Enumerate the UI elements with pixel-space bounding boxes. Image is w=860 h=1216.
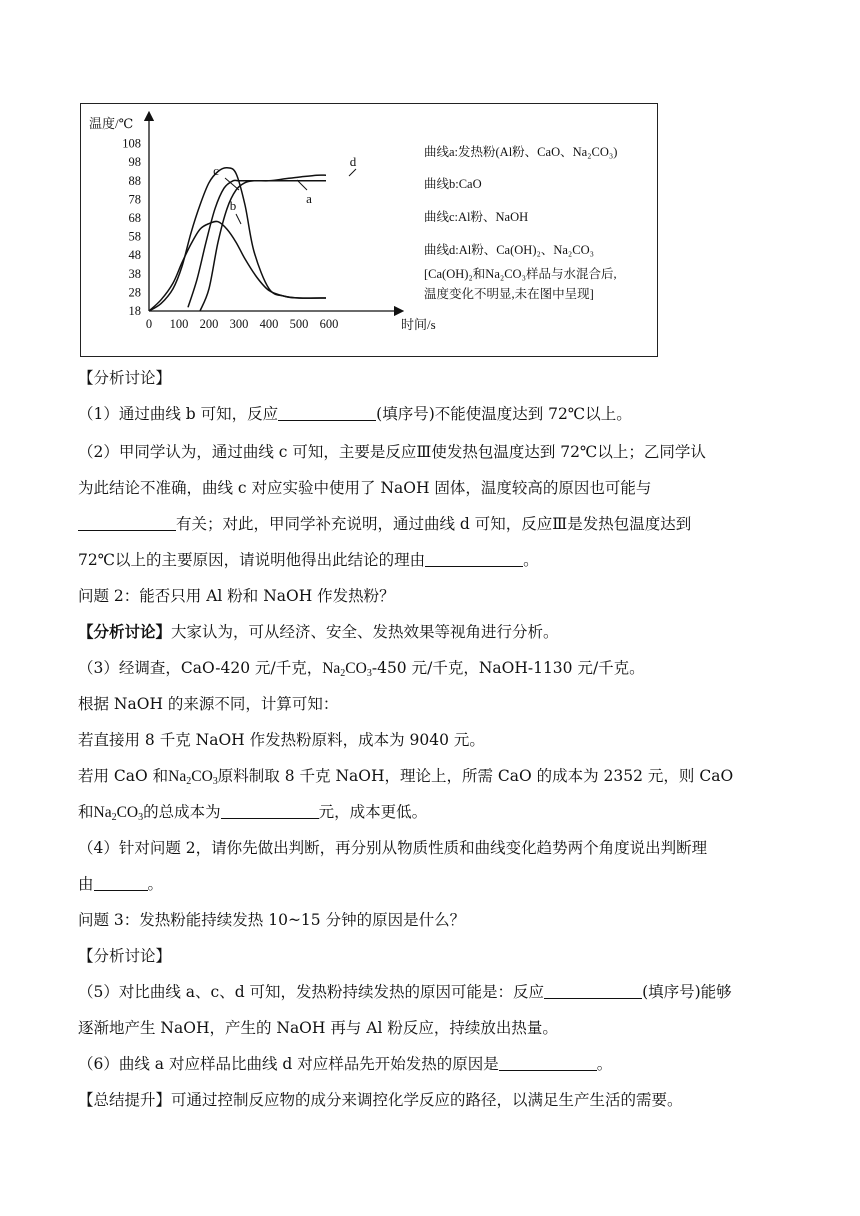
question-1 (78, 404, 632, 424)
text-span: 由 (78, 875, 94, 893)
answer-blank[interactable] (499, 1054, 597, 1071)
question-3-line3: 若直接用 8 千克 NaOH 作发热粉原料，成本为 9040 元。 (78, 731, 485, 749)
answer-blank[interactable] (94, 874, 148, 891)
question-6 (78, 1054, 612, 1074)
y-tick-label: 18 (128, 304, 141, 318)
chem-formula: $Na_2CO_3$ (168, 768, 218, 787)
chem-formula: $Na_2CO_3$ (322, 660, 372, 679)
x-tick-label: 100 (169, 317, 189, 331)
text-span: （5）对比曲线 a、c、d 可知，发热粉持续发热的原因可能是：反应 (78, 983, 545, 1001)
question-2-line2: 为此结论不准确，曲线 c 对应实验中使用了 NaOH 固体，温度较高的原因也可能与 (78, 479, 652, 497)
answer-blank[interactable] (544, 982, 642, 999)
text-span: -450 元/千克，NaOH-1130 元/千克。 (371, 659, 645, 677)
section-heading: 【分析讨论】 (78, 622, 172, 641)
y-tick-label: 88 (128, 173, 141, 188)
y-tick-label: 78 (128, 192, 141, 207)
y-axis-label: 温度/℃ (89, 116, 134, 131)
section-heading: 【分析讨论】 (78, 369, 172, 387)
x-tick-label: 600 (319, 317, 339, 331)
curve-label-leader (236, 214, 241, 224)
question-3-line4 (78, 766, 733, 787)
question-3-line5 (78, 802, 427, 823)
text-span: 的总成本为 (143, 803, 221, 821)
question-5-line2: 逐渐地产生 NaOH，产生的 NaOH 再与 Al 粉反应，持续放出热量。 (78, 1019, 558, 1037)
y-tick-label: 28 (128, 285, 141, 300)
text-span: 可通过控制反应物的成分来调控化学反应的路径，以满足生产生活的需要。 (171, 1091, 683, 1109)
text-span: 和 (78, 803, 94, 821)
question-4-line1: （4）针对问题 2，请你先做出判断，再分别从物质性质和曲线变化趋势两个角度说出判断理 (78, 839, 708, 857)
chart-figure (80, 103, 658, 357)
chem-formula: $Na_2CO_3$ (93, 804, 144, 823)
text-span: 72℃以上的主要原因，请说明他得出此结论的理由 (78, 551, 426, 569)
y-tick-label: 58 (128, 229, 141, 244)
text-span: （6）曲线 a 对应样品比曲线 d 对应样品先开始发热的原因是 (78, 1055, 499, 1073)
section-heading: 【分析讨论】 (78, 947, 172, 965)
legend-entry: 曲线d:Al粉、Ca(OH)₂、Na₂CO₃ (424, 243, 595, 257)
x-tick-label: 200 (199, 317, 219, 331)
curve-label-d: d (349, 154, 357, 169)
text-span: 若用 CaO 和 (78, 767, 169, 785)
discussion-2 (78, 622, 559, 642)
text-span: (填序号)能够 (642, 983, 732, 1001)
y-tick-label: 48 (128, 248, 141, 263)
question-5-line1 (78, 982, 732, 1002)
answer-blank[interactable] (78, 514, 176, 531)
answer-blank[interactable] (278, 404, 376, 421)
question-2-line3 (78, 514, 691, 534)
answer-blank[interactable] (425, 550, 523, 567)
text-span: 元，成本更低。 (318, 803, 428, 821)
y-tick-label: 98 (128, 155, 141, 170)
legend-entry: 曲线a:发热粉(Al粉、CaO、Na₂CO₃) (424, 145, 618, 159)
curve-label-leader (349, 169, 356, 176)
line-chart (81, 104, 659, 358)
y-tick-label: 38 (128, 266, 141, 281)
question-2-line1: （2）甲同学认为，通过曲线 c 可知，主要是反应Ⅲ使发热包温度达到 72℃以上；乙同学认 (78, 443, 706, 461)
text-span: 。 (147, 875, 164, 893)
question-4-line2 (78, 874, 163, 894)
answer-blank[interactable] (221, 802, 319, 819)
text-span: 。 (523, 551, 539, 569)
text-span: 原料制取 8 千克 NaOH，理论上，所需 CaO 的成本为 2352 元，则 CaO (217, 767, 734, 785)
text-span: （3）经调查，CaO-420 元/千克， (78, 659, 323, 677)
section-heading: 【总结提升】 (78, 1091, 172, 1109)
curve-label-a: a (306, 191, 312, 206)
legend-entry: 曲线b:CaO (424, 177, 482, 191)
x-tick-label: 300 (229, 317, 249, 331)
x-tick-label: 400 (259, 317, 279, 331)
curve-label-c: c (213, 163, 219, 178)
curve-label-b: b (229, 198, 237, 213)
text-span: 。 (596, 1055, 613, 1073)
question-2-line4 (78, 550, 539, 570)
question-3-prices (78, 658, 645, 679)
legend-entry: [Ca(OH)₂和Na₂CO₃样品与水混合后, (424, 267, 617, 281)
x-axis-label: 时间/s (401, 317, 436, 332)
legend-entry: 曲线c:Al粉、NaOH (424, 210, 529, 224)
y-tick-label: 68 (128, 211, 141, 225)
problem-2: 问题 2：能否只用 Al 粉和 NaOH 作发热粉？ (78, 587, 395, 605)
text-span: 有关；对此，甲同学补充说明，通过曲线 d 可知，反应Ⅲ是发热包温度达到 (176, 515, 692, 533)
text-span: （1）通过曲线 b 可知，反应 (78, 405, 279, 423)
text-span: 大家认为，可从经济、安全、发热效果等视角进行分析。 (171, 623, 559, 641)
question-3-line2: 根据 NaOH 的来源不同，计算可知： (78, 695, 339, 713)
x-tick-label: 500 (289, 317, 309, 331)
legend-entry: 温度变化不明显,未在图中呈现] (424, 287, 594, 301)
problem-3: 问题 3：发热粉能持续发热 10~15 分钟的原因是什么？ (78, 911, 466, 929)
summary (78, 1090, 683, 1110)
x-tick-label: 0 (145, 317, 153, 331)
y-tick-label: 108 (122, 136, 141, 151)
text-span: (填序号)不能使温度达到 72℃以上。 (376, 405, 632, 423)
